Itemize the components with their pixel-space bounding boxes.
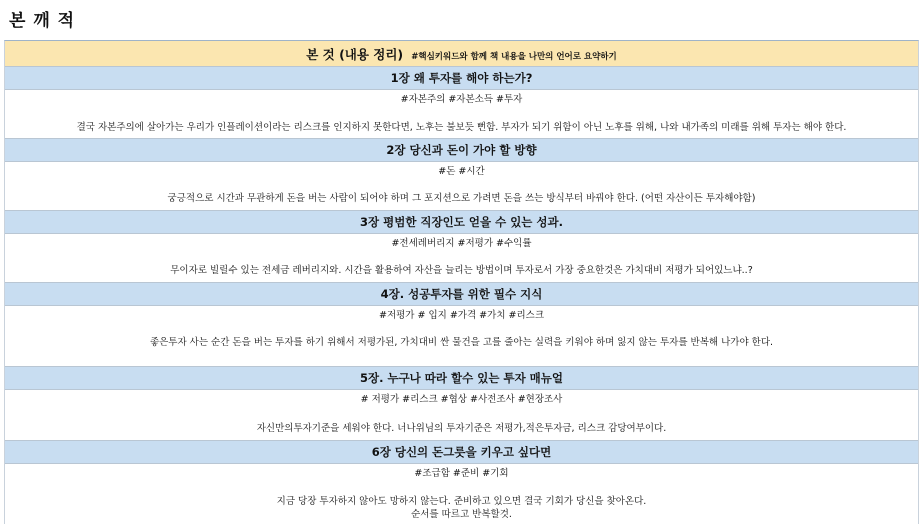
chapter-1-body-cell[interactable] [5,90,918,139]
chapter-4-tags: #저평가 # 입지 #가격 #가치 #리스크 [378,310,545,321]
chapter-2-tags: #돈 #시간 [438,166,485,177]
chapter-2-body-cell[interactable] [5,162,918,211]
chapter-6-tags: #조급함 #준비 #기회 [414,468,509,479]
chapter-1-title-cell[interactable]: 1장 왜 투자를 해야 하는가? [5,67,918,90]
chapter-4-body-cell[interactable] [5,306,918,367]
chapter-2-title-cell[interactable]: 2장 당신과 돈이 가야 할 방향 [5,139,918,162]
chapter-5-summary: 자신만의투자기준을 세워야 한다. 너나위님의 투자기준은 저평가,적은투자금, 리스크 감당여부이다. [256,423,667,434]
chapter-5-tags: # 저평가 #리스크 #협상 #사전조사 #현장조사 [360,394,563,405]
chapter-6-title-cell[interactable]: 6장 당신의 돈그릇을 키우고 싶다면 [5,441,918,464]
chapter-3-title-cell[interactable]: 3장 평범한 직장인도 얻을 수 있는 성과. [5,211,918,234]
header-note: #핵심키워드와 함께 책 내용을 나만의 언어로 요약하기 [411,52,617,62]
chapter-3-body-cell[interactable] [5,234,918,283]
chapter-4-title-cell[interactable]: 4장. 성공투자를 위한 필수 지식 [5,283,918,306]
header-row[interactable] [5,41,918,67]
chapter-3-summary: 무이자로 빌릴수 있는 전세금 레버리지와. 시간을 활용하여 자산을 늘리는 방법이며 투자로서 가장 중요한것은 가치대비 저평가 되어있느냐..? [170,265,753,276]
chapter-2-summary: 궁긍적으로 시간과 무관하게 돈을 버는 사람이 되어야 하며 그 포지션으로 가려면 돈을 쓰는 방식부터 바꿔야 한다. (어떤 자산이든 투자해야함) [167,193,756,204]
chapter-3-tags: #전세레버리지 #저평가 #수익률 [391,238,532,249]
chapter-5-title-cell[interactable]: 5장. 누구나 따라 할수 있는 투자 매뉴얼 [5,367,918,390]
chapter-1-summary: 결국 자본주의에 살아가는 우리가 인플레이션이라는 리스크를 인지하지 못한다면, 노후는 불보듯 뻔함. 부자가 되기 위함이 아닌 노후를 위해, 나와 내가족의 미래를 위해 투자는 해야 한다. [76,122,847,133]
chapter-4-summary: 좋은투자 사는 순간 돈을 버는 투자를 하기 위해서 저평가된, 가치대비 싼 물건을 고를 줄아는 실력을 키워야 하며 잃지 않는 투자를 반복해 나가야 한다. [149,337,774,348]
chapter-6-body-cell[interactable] [5,464,918,524]
chapter-6-summary-line-1: 지금 당장 투자하지 않아도 망하지 않는다. 준비하고 있으면 결국 기회가 당신을 찾아온다. [276,496,647,507]
header-title: 본 것 (내용 정리) [306,47,404,62]
chapter-6-summary-line-2: 순서를 따르고 반복할것. [411,509,512,520]
summary-sheet [4,40,919,524]
chapter-5-body-cell[interactable] [5,390,918,441]
chapter-1-tags: #자본주의 #자본소득 #투자 [400,94,523,105]
page-title: 본 깨 적 [9,11,76,31]
